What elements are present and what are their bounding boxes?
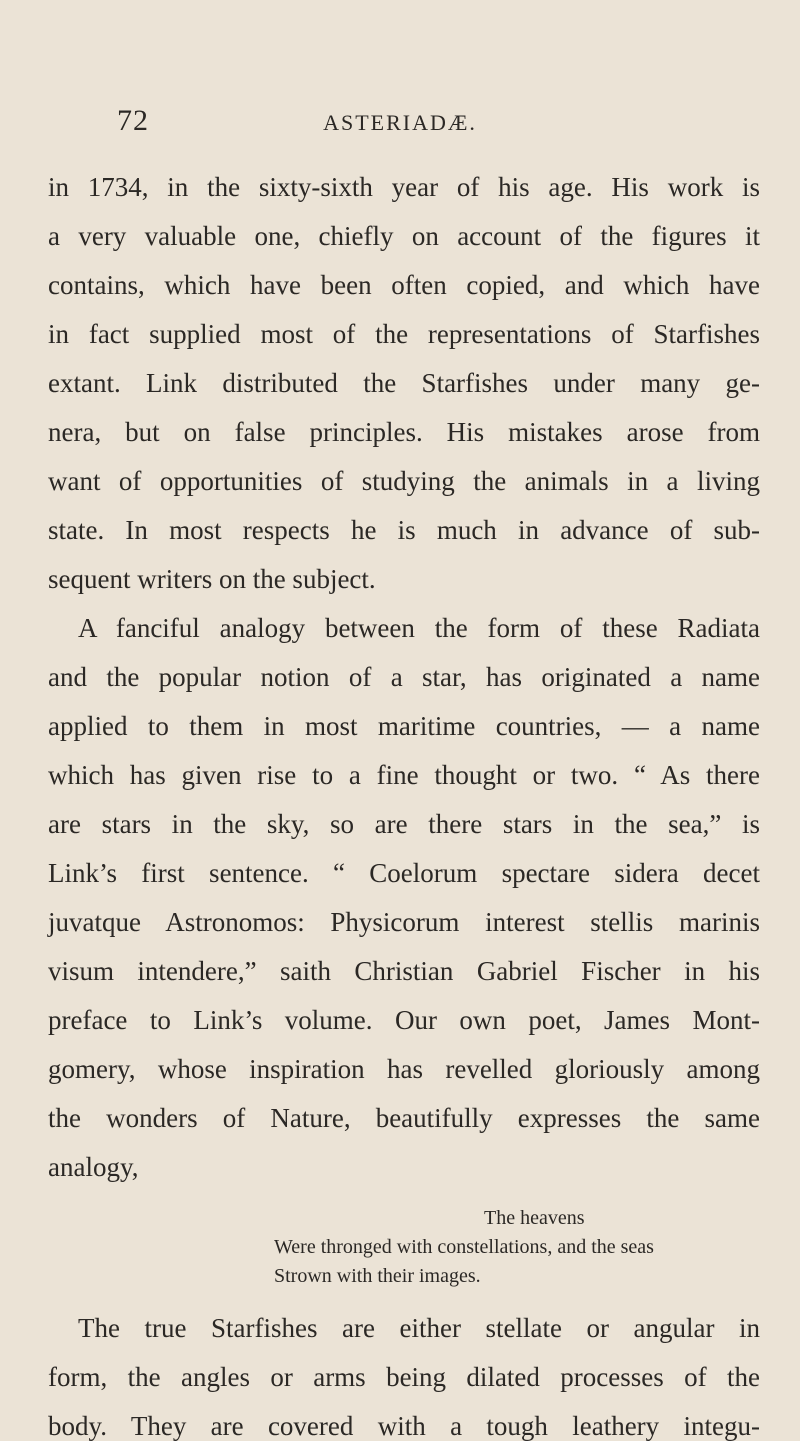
text-line: the wonders of Nature, beautifully expresses the same xyxy=(48,1103,760,1133)
text-line: are stars in the sky, so are there stars in the sea,” is xyxy=(48,809,760,839)
text-line: A fanciful analogy between the form of these Radiata xyxy=(78,613,760,643)
text-line: in fact supplied most of the representations of Starfishes xyxy=(48,319,760,349)
text-line: state. In most respects he is much in advance of sub- xyxy=(48,515,760,545)
running-title: ASTERIADÆ. xyxy=(323,110,477,135)
text-line: preface to Link’s volume. Our own poet, James Mont- xyxy=(48,1005,760,1035)
text-line: body. They are covered with a tough leathery integu- xyxy=(48,1411,760,1441)
text-line: a very valuable one, chiefly on account of the figures it xyxy=(48,221,760,251)
text-line: visum intendere,” saith Christian Gabriel Fischer in his xyxy=(48,956,760,986)
text-line: extant. Link distributed the Starfishes under many ge- xyxy=(48,368,760,398)
quote-line: The heavens xyxy=(484,1207,585,1229)
text-line: in 1734, in the sixty-sixth year of his age. His work is xyxy=(48,172,760,202)
text-line: nera, but on false principles. His mistakes arose from xyxy=(48,417,760,447)
text-line: form, the angles or arms being dilated processes of the xyxy=(48,1362,760,1392)
page-number: 72 xyxy=(117,104,149,137)
text-line: and the popular notion of a star, has originated a name xyxy=(48,662,760,692)
quote-line: Strown with their images. xyxy=(274,1265,481,1287)
text-line: Link’s first sentence. “ Coelorum spectare sidera decet xyxy=(48,858,760,888)
text-line: sequent writers on the subject. xyxy=(48,564,376,594)
text-line: which has given rise to a fine thought or two. “ As there xyxy=(48,760,760,790)
quote-line: Were thronged with constellations, and the seas xyxy=(274,1236,654,1258)
text-line: gomery, whose inspiration has revelled gloriously among xyxy=(48,1054,760,1084)
text-line: want of opportunities of studying the animals in a living xyxy=(48,466,760,496)
text-line: The true Starfishes are either stellate or angular in xyxy=(78,1313,760,1343)
text-line: analogy, xyxy=(48,1152,139,1182)
text-line: contains, which have been often copied, and which have xyxy=(48,270,760,300)
text-line: juvatque Astronomos: Physicorum interest stellis marinis xyxy=(48,907,760,937)
text-line: applied to them in most maritime countries, — a name xyxy=(48,711,760,741)
